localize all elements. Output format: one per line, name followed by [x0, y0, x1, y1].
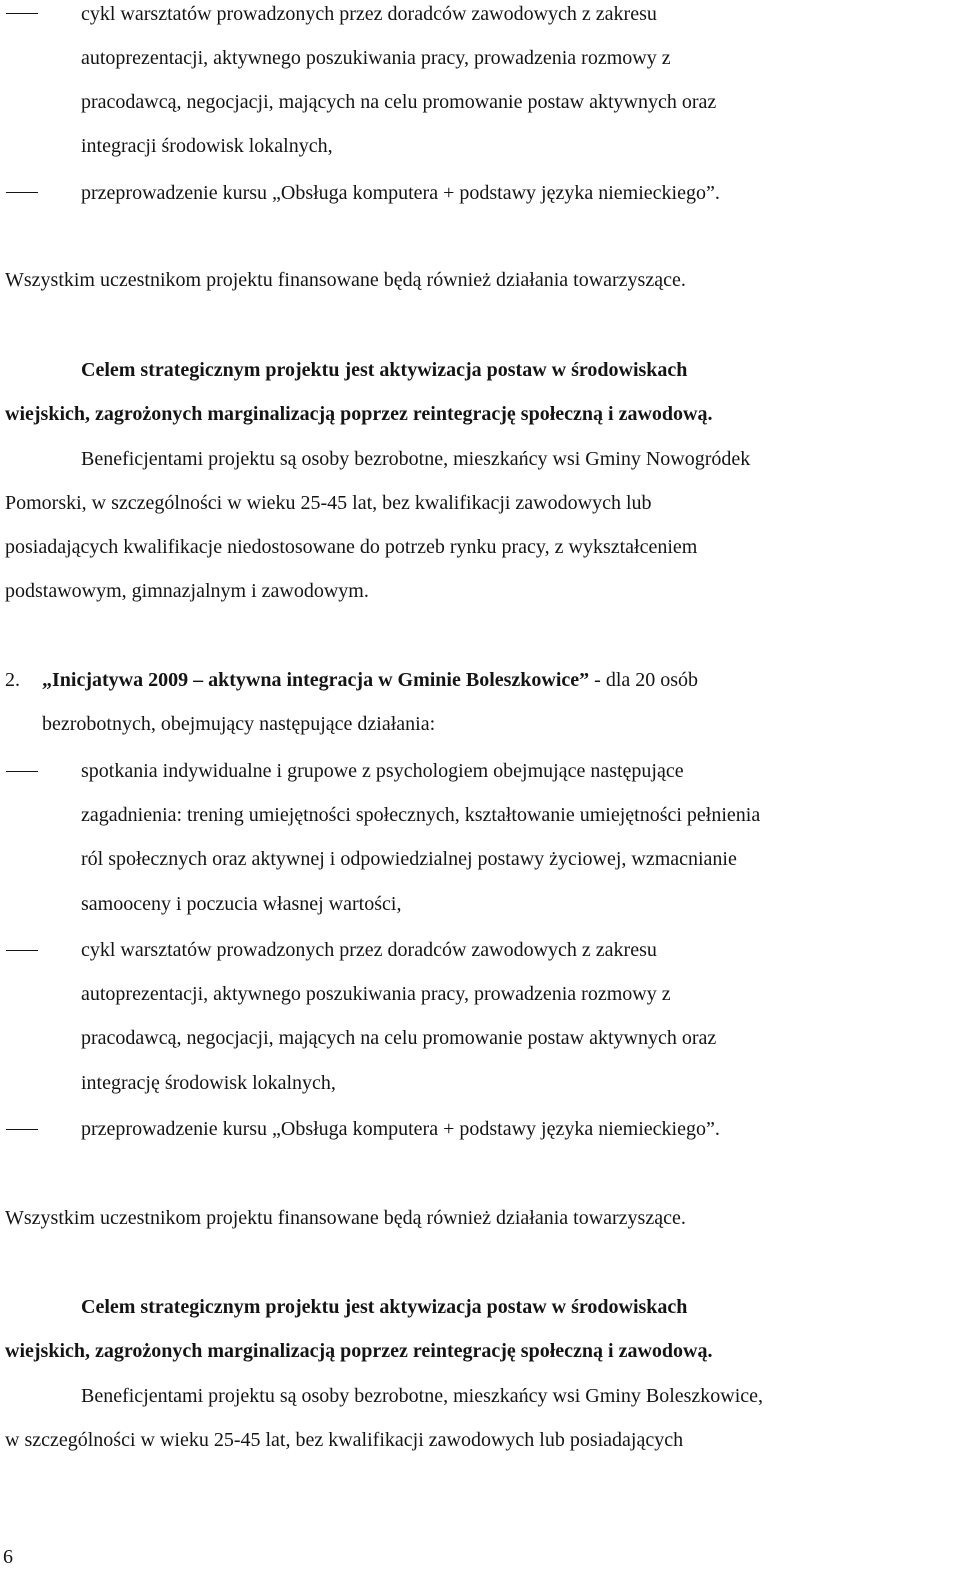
list-item: przeprowadzenie kursu „Obsługa komputera + podstawy języka niemieckiego”.: [81, 182, 720, 204]
beneficiaries-line: posiadających kwalifikacje niedostosowane do potrzeb rynku pracy, z wykształceniem: [5, 536, 698, 558]
list-item-line: autoprezentacji, aktywnego poszukiwania pracy, prowadzenia rozmowy z: [81, 47, 671, 69]
list-item-line: pracodawcą, negocjacji, mających na celu promowanie postaw aktywnych oraz: [81, 1027, 717, 1049]
section-number: 2.: [5, 669, 20, 691]
list-item-line: zagadnienia: trening umiejętności społecznych, kształtowanie umiejętności pełnienia: [81, 804, 761, 826]
bullet-dash: [6, 13, 38, 14]
beneficiaries-line: Beneficjentami projektu są osoby bezrobotne, mieszkańcy wsi Gminy Boleszkowice,: [81, 1385, 764, 1407]
beneficiaries-line: w szczególności w wieku 25-45 lat, bez kwalifikacji zawodowych lub posiadających: [5, 1429, 684, 1451]
beneficiaries-line: Pomorski, w szczególności w wieku 25-45 lat, bez kwalifikacji zawodowych lub: [5, 492, 652, 514]
section-subtitle: bezrobotnych, obejmujący następujące działania:: [42, 713, 436, 735]
page-number: 6: [3, 1546, 13, 1568]
list-item-line: cykl warsztatów prowadzonych przez doradców zawodowych z zakresu: [81, 3, 657, 25]
goal-line: wiejskich, zagrożonych marginalizacją poprzez reintegrację społeczną i zawodową.: [5, 403, 713, 425]
list-item-line: cykl warsztatów prowadzonych przez doradców zawodowych z zakresu: [81, 939, 657, 961]
note-paragraph: Wszystkim uczestnikom projektu finansowane będą również działania towarzyszące.: [5, 1207, 686, 1229]
bullet-dash: [6, 950, 38, 951]
list-item-line: integracji środowisk lokalnych,: [81, 135, 333, 157]
goal-line: Celem strategicznym projektu jest aktywizacja postaw w środowiskach: [81, 1296, 688, 1318]
list-item-line: samooceny i poczucia własnej wartości,: [81, 893, 402, 915]
list-item-line: spotkania indywidualne i grupowe z psychologiem obejmujące następujące: [81, 760, 684, 782]
list-item-line: integrację środowisk lokalnych,: [81, 1072, 336, 1094]
section-title-suffix: - dla 20 osób: [589, 669, 699, 691]
beneficiaries-line: Beneficjentami projektu są osoby bezrobotne, mieszkańcy wsi Gminy Nowogródek: [81, 448, 751, 470]
note-paragraph: Wszystkim uczestnikom projektu finansowane będą również działania towarzyszące.: [5, 269, 686, 291]
bullet-dash: [6, 1129, 38, 1130]
list-item: przeprowadzenie kursu „Obsługa komputera + podstawy języka niemieckiego”.: [81, 1118, 720, 1140]
section-title: [42, 668, 698, 692]
goal-line: Celem strategicznym projektu jest aktywizacja postaw w środowiskach: [81, 359, 688, 381]
bullet-dash: [6, 771, 38, 772]
goal-line: wiejskich, zagrożonych marginalizacją poprzez reintegrację społeczną i zawodową.: [5, 1340, 713, 1362]
bullet-dash: [6, 192, 38, 193]
beneficiaries-line: podstawowym, gimnazjalnym i zawodowym.: [5, 580, 369, 602]
list-item-line: autoprezentacji, aktywnego poszukiwania pracy, prowadzenia rozmowy z: [81, 983, 671, 1005]
list-item-line: ról społecznych oraz aktywnej i odpowiedzialnej postawy życiowej, wzmacnianie: [81, 848, 737, 870]
section-title-bold: „Inicjatywa 2009 – aktywna integracja w Gminie Boleszkowice”: [42, 669, 590, 691]
list-item-line: pracodawcą, negocjacji, mających na celu promowanie postaw aktywnych oraz: [81, 91, 717, 113]
